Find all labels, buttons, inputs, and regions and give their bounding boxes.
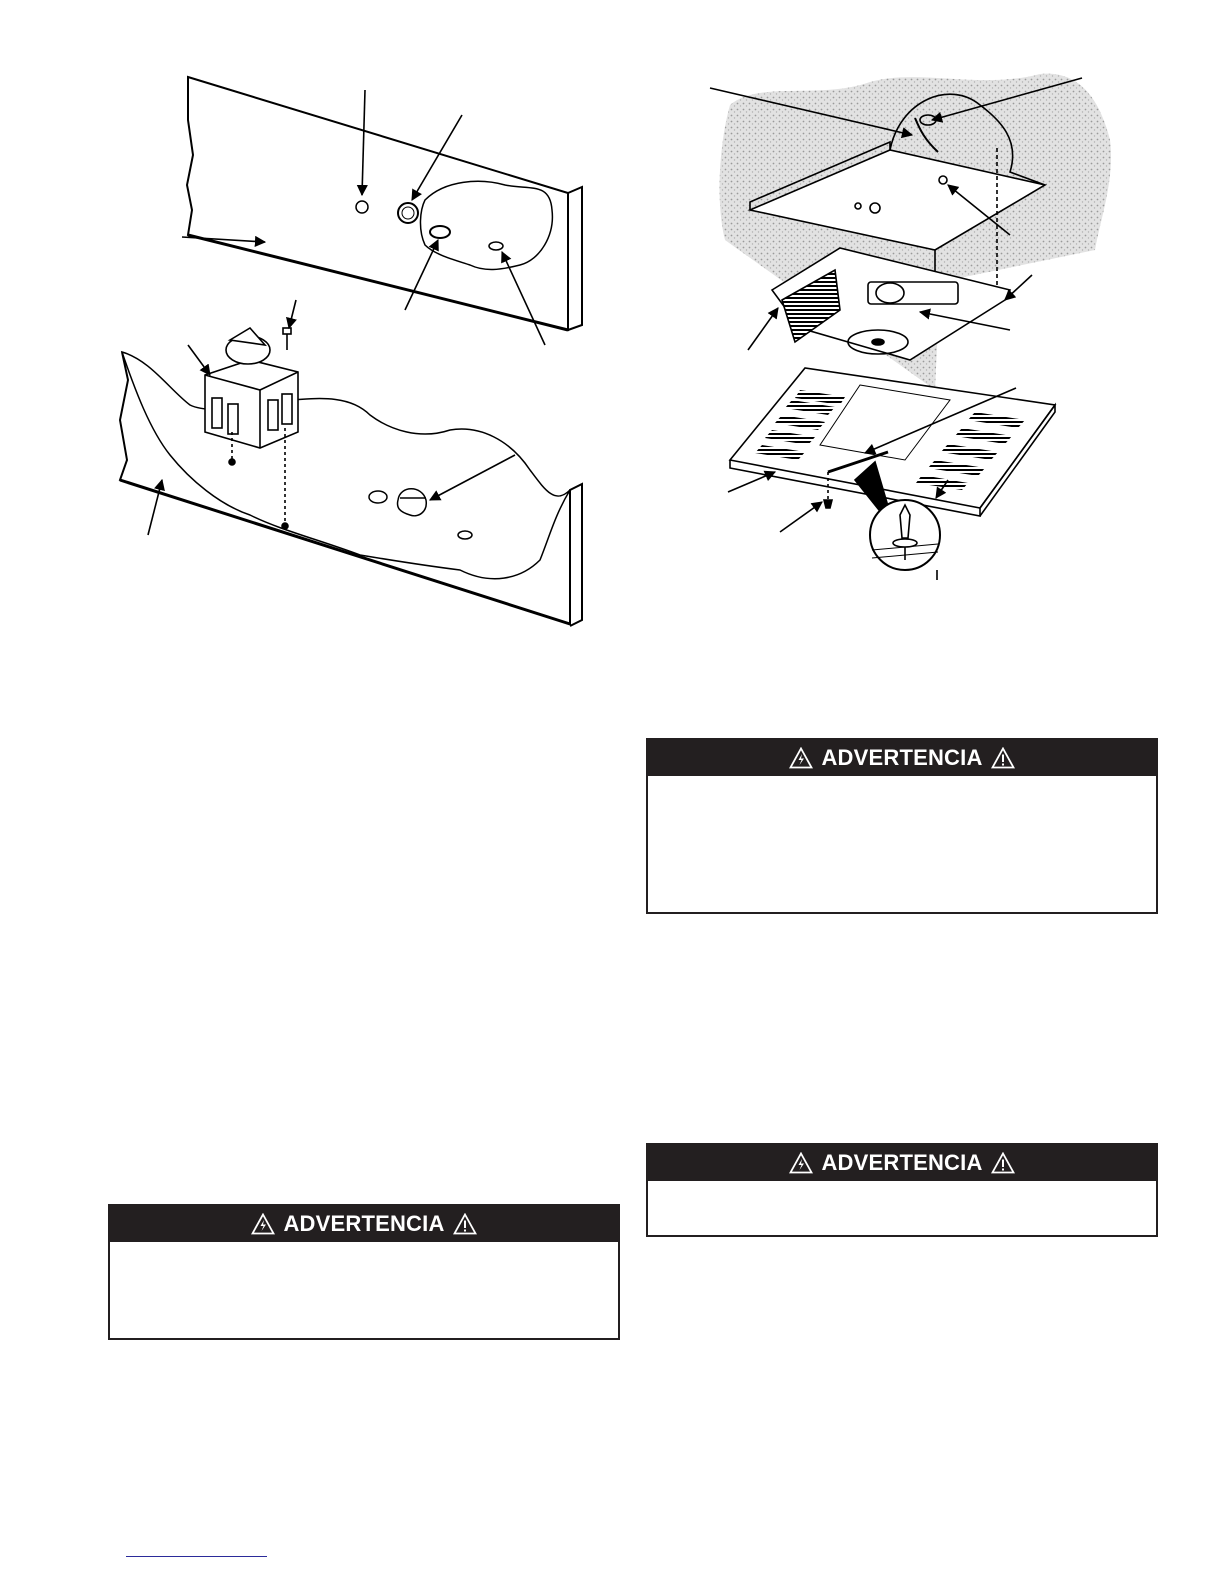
warning-title: ADVERTENCIA [821,745,983,770]
warning-header [648,1145,1156,1181]
warning-box-left [108,1204,620,1340]
caution-triangle-icon [453,1213,477,1235]
figure-ceiling-heater-exploded-view [700,60,1120,600]
warning-header [648,740,1156,776]
caution-triangle-icon [991,747,1015,769]
caution-triangle-icon [991,1152,1015,1174]
lower-wall-panel [120,352,582,626]
figure-wall-mounting-diagram [100,60,620,640]
upper-wall-panel [187,77,568,330]
warning-box-right-top [646,738,1158,914]
warning-box-right-bottom [646,1143,1158,1237]
shock-hazard-icon [789,747,813,769]
warning-title: ADVERTENCIA [821,1150,983,1175]
shock-hazard-icon [789,1152,813,1174]
warning-header [110,1206,618,1242]
shock-hazard-icon [251,1213,275,1235]
warning-title: ADVERTENCIA [283,1211,445,1236]
footnote-rule [126,1556,267,1557]
